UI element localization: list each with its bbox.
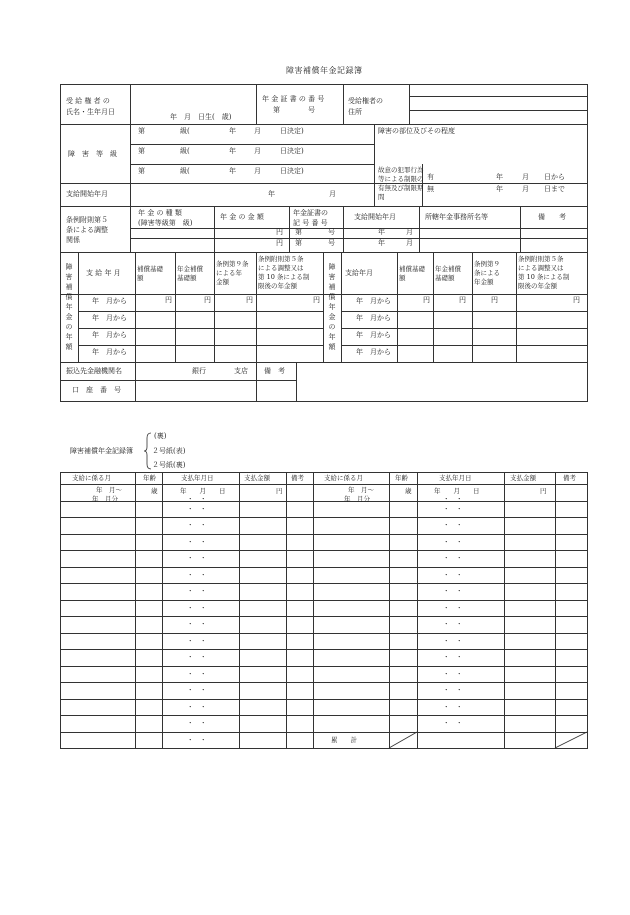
first-paydate-2: 年 月 日	[434, 487, 480, 495]
grade-row-1-part-5: 日決定)	[280, 127, 304, 135]
rule-line	[60, 616, 588, 617]
rule-line	[60, 666, 588, 667]
dot-left-10: ・ ・	[187, 637, 207, 645]
rule-line	[162, 472, 163, 749]
grade-row-3-part-3: 年	[229, 167, 236, 175]
base-header: 補償基礎 額	[137, 265, 163, 282]
dot-right-3: ・ ・	[443, 521, 463, 529]
yen-right-2: 円	[459, 296, 466, 304]
base2-header: 補償基礎 額	[399, 265, 425, 282]
table-header-6: 支給に係る月	[324, 474, 363, 482]
remarks2-label: 備 考	[264, 367, 285, 375]
address-label: 受給権者の 住所	[348, 97, 383, 116]
dot-left-13: ・ ・	[187, 686, 207, 694]
dot-left-5: ・ ・	[187, 554, 207, 562]
dot-left-15: ・ ・	[187, 719, 207, 727]
dot-right-7: ・ ・	[443, 587, 463, 595]
rule-line	[587, 472, 588, 749]
dot-right-8: ・ ・	[443, 604, 463, 612]
yes-label: 有	[427, 173, 434, 181]
adjust-dai-1: 第	[295, 228, 302, 236]
grade-row-3-part-4: 月	[254, 167, 261, 175]
grade-row-1-part-1: 第	[138, 127, 145, 135]
dot-right-15: ・ ・	[443, 719, 463, 727]
rule-line	[60, 633, 588, 634]
adjust-yen-2: 円	[276, 239, 283, 247]
rule-line	[60, 715, 588, 716]
dot-left-6: ・ ・	[187, 571, 207, 579]
remarks-header: 備 考	[538, 213, 566, 221]
pay-month-header: 支 給 年 月	[86, 269, 121, 277]
rule-line	[60, 682, 588, 683]
rule-line	[60, 600, 588, 601]
adjust-year-1: 年	[378, 228, 385, 236]
table-header-7: 年齢	[395, 474, 408, 482]
dot-left-8: ・ ・	[187, 604, 207, 612]
office-header: 所轄年金事務所名等	[425, 213, 488, 221]
pay-month2-header: 支給年月	[345, 269, 373, 277]
bracket-option-back: (裏)	[154, 432, 167, 440]
slash-line	[389, 732, 417, 748]
first-yen-2: 円	[540, 487, 547, 495]
pension-vertical-label-right: 障害補償年金の年額	[328, 263, 336, 351]
from-year: 年	[496, 173, 503, 181]
rule-line	[60, 583, 588, 584]
yen-left-3: 円	[246, 296, 253, 304]
first-paydate-1: 年 月 日	[180, 487, 226, 495]
grade-row-1-part-4: 月	[254, 127, 261, 135]
rule-line	[417, 472, 418, 749]
pension-kind-header: 年 金 の 種 類 (障害等級第 級)	[138, 209, 193, 227]
table-header-1: 支給に係る月	[72, 474, 111, 482]
dot-right-10: ・ ・	[443, 637, 463, 645]
dot-left-9: ・ ・	[187, 620, 207, 628]
grade-row-1-part-3: 年	[229, 127, 236, 135]
dot-right-9: ・ ・	[443, 620, 463, 628]
rule-line	[60, 472, 588, 473]
adjust-dai-2: 第	[295, 239, 302, 247]
adjust-go-2: 号	[328, 239, 335, 247]
pbase2-header: 年金補償 基礎額	[435, 265, 461, 282]
start-label: 支給開始年月	[66, 190, 108, 198]
art5-header: 条例附則第５条 による調整又は 第 10 条による制 限後の年金額	[258, 255, 310, 290]
yen-right-3: 円	[491, 296, 498, 304]
adjust-month-2: 月	[406, 239, 413, 247]
total-label: 累 計	[331, 736, 357, 744]
start-year: 年	[268, 190, 275, 198]
first-age-2: 歳	[405, 487, 412, 495]
dot-right-14: ・ ・	[443, 703, 463, 711]
crime-label: 故意の犯罪行為 等による制限の 有無及び制限期 間	[378, 166, 424, 201]
dot-right-13: ・ ・	[443, 686, 463, 694]
rule-line	[135, 472, 136, 749]
first-month-1: 年 月～	[96, 486, 122, 494]
pension-row-right-4: 年 月から	[356, 348, 391, 356]
pension-row-left-2: 年 月から	[92, 314, 127, 322]
grade-row-2-part-3: 年	[229, 147, 236, 155]
dot-left-7: ・ ・	[187, 587, 207, 595]
grade-row-2-part-1: 第	[138, 147, 145, 155]
dot-right-12: ・ ・	[443, 670, 463, 678]
rule-line	[504, 472, 505, 749]
dot-right-4: ・ ・	[443, 538, 463, 546]
pension-row-right-3: 年 月から	[356, 331, 391, 339]
cert-number-label: 年 金 証 書 の 番 号	[262, 95, 325, 103]
dot-left-11: ・ ・	[187, 653, 207, 661]
slash-line	[555, 732, 587, 748]
dot-right-2: ・ ・	[443, 505, 463, 513]
yen-left-1: 円	[165, 296, 172, 304]
adjust-go-1: 号	[328, 228, 335, 236]
yen-right-1: 円	[423, 296, 430, 304]
dot-left-3: ・ ・	[187, 521, 207, 529]
dot-right-1: ・ ・	[443, 495, 463, 503]
cert-symbol-header: 年金証書の 記 号 番 号	[293, 209, 328, 227]
pbase-header: 年金補償 基礎額	[177, 265, 203, 282]
pension-vertical-label: 障害補償年金の年額	[65, 263, 73, 351]
until-year: 年	[496, 185, 503, 193]
rule-line	[60, 649, 588, 650]
table-header-8: 支払年月日	[439, 474, 472, 482]
rule-line	[60, 550, 588, 551]
pension-amount-header: 年 金 の 金 額	[220, 213, 264, 221]
rule-line	[60, 472, 61, 749]
art9b-header: 条例第９ 条による 年金額	[474, 260, 500, 286]
rule-line	[60, 567, 588, 568]
pension-row-right-2: 年 月から	[356, 314, 391, 322]
bracket-option-2-front: ２号紙(表)	[152, 447, 186, 455]
no-label: 無	[427, 185, 434, 193]
until-month: 月	[522, 185, 529, 193]
birth-date: 年 月 日生( 歳)	[170, 113, 232, 121]
adjust-label: 条例附則第５ 条による調整 関係	[66, 216, 108, 244]
rule-line	[555, 472, 556, 749]
start2-header: 支給開始年月	[354, 213, 396, 221]
rule-line	[389, 472, 390, 749]
first-yen-1: 円	[276, 487, 283, 495]
rule-line	[60, 699, 588, 700]
adjust-yen-1: 円	[276, 228, 283, 236]
bank-name: 銀行	[192, 367, 206, 375]
dot-left-12: ・ ・	[187, 670, 207, 678]
table-header-9: 支払金額	[510, 474, 536, 482]
table-header-2: 年齢	[143, 474, 156, 482]
table-header-5: 備考	[291, 474, 304, 482]
first-month-2: 年 月分	[92, 495, 118, 503]
grade-row-3-part-5: 日決定)	[280, 167, 304, 175]
body-part-label: 障害の部位及びその程度	[378, 127, 455, 135]
rule-line	[239, 472, 240, 749]
adjust-month-1: 月	[406, 228, 413, 236]
from-day: 日から	[544, 173, 565, 181]
bracket-option-2-back: ２号紙(裏)	[152, 461, 186, 469]
rule-line	[313, 472, 314, 749]
grade-row-1-part-2: 級(	[180, 127, 190, 135]
adjust-year-2: 年	[378, 239, 385, 247]
rule-line	[60, 534, 588, 535]
from-month: 月	[522, 173, 529, 181]
art5b-header: 条例附則第５条 による調整又は 第 10 条による制 限後の年金額	[518, 255, 570, 290]
yen-left-2: 円	[204, 296, 211, 304]
table-header-3: 支払年月日	[181, 474, 214, 482]
until-day: 日まで	[544, 185, 565, 193]
dot-right-5: ・ ・	[443, 554, 463, 562]
account-label: 口 座 番 号	[72, 386, 121, 394]
art9-header: 条例第９条 による年 金額	[216, 260, 249, 286]
grade-row-3-part-1: 第	[138, 167, 145, 175]
table-header-10: 備考	[563, 474, 576, 482]
dot-left-16: ・ ・	[187, 736, 207, 744]
rule-line	[60, 517, 588, 518]
pension-row-left-4: 年 月から	[92, 348, 127, 356]
rule-line	[60, 501, 588, 502]
first-month-3: 年 月～	[348, 486, 374, 494]
yen-left-4: 円	[313, 296, 320, 304]
pension-row-left-3: 年 月から	[92, 331, 127, 339]
first-age-1: 歳	[151, 487, 158, 495]
bracket-icon	[144, 432, 152, 470]
branch-name: 支店	[234, 367, 248, 375]
dot-left-14: ・ ・	[187, 703, 207, 711]
recipient-name-label: 受 給 権 者 の 氏名・生年月日	[66, 97, 115, 116]
rule-line	[286, 472, 287, 749]
dot-right-6: ・ ・	[443, 571, 463, 579]
bank-label: 振込先金融機関名	[66, 367, 122, 375]
grade-row-3-part-2: 級(	[180, 167, 190, 175]
dot-left-2: ・ ・	[187, 505, 207, 513]
yen-right-4: 円	[573, 296, 580, 304]
start-month: 月	[329, 190, 336, 198]
cert-number: 第 号	[273, 106, 315, 114]
rule-line	[60, 748, 588, 749]
pension-row-right-1: 年 月から	[356, 297, 391, 305]
pension-row-left-1: 年 月から	[92, 297, 127, 305]
table-header-4: 支払金額	[244, 474, 270, 482]
grade-row-2-part-2: 級(	[180, 147, 190, 155]
grade-row-2-part-4: 月	[254, 147, 261, 155]
rule-line	[60, 484, 588, 485]
grade-label: 障 害 等 級	[68, 150, 117, 158]
dot-left-4: ・ ・	[187, 538, 207, 546]
dot-right-11: ・ ・	[443, 653, 463, 661]
grade-row-2-part-5: 日決定)	[280, 147, 304, 155]
page-title: 障害補償年金記録簿	[286, 66, 363, 75]
dot-left-1: ・ ・	[187, 495, 207, 503]
first-month-4: 年 月分	[344, 495, 370, 503]
rule-line	[60, 732, 588, 733]
lower-label: 障害補償年金記録簿	[70, 447, 133, 455]
